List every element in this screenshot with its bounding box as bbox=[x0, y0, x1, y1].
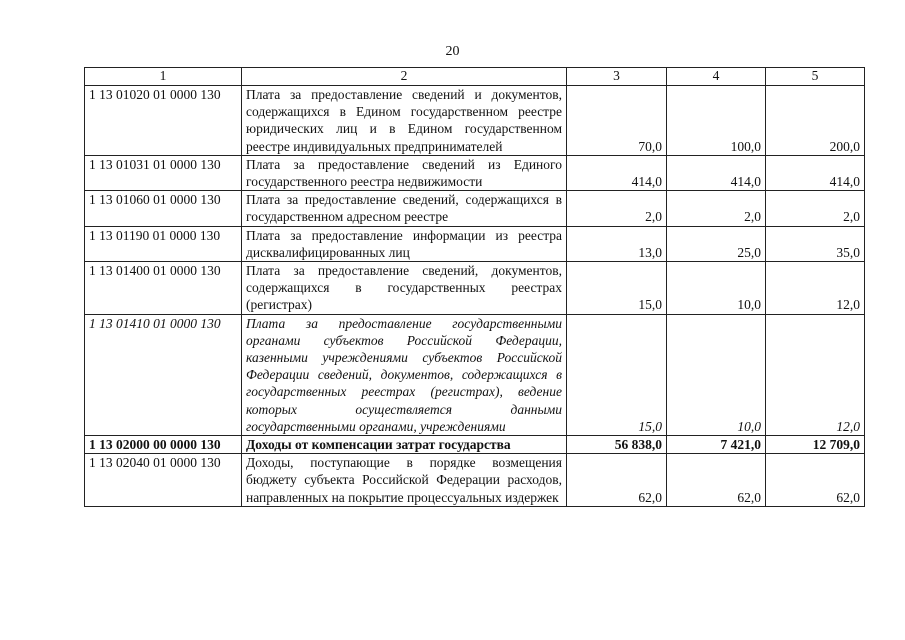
row-code: 1 13 01190 01 0000 130 bbox=[85, 226, 242, 261]
row-value-col5: 35,0 bbox=[766, 226, 865, 261]
row-value-col4: 62,0 bbox=[667, 454, 766, 507]
row-value-col3: 62,0 bbox=[567, 454, 667, 507]
row-value-col4: 7 421,0 bbox=[667, 436, 766, 454]
table-row bbox=[85, 454, 865, 507]
row-value-col3: 13,0 bbox=[567, 226, 667, 261]
row-value-col4: 10,0 bbox=[667, 314, 766, 435]
table-row bbox=[85, 155, 865, 190]
row-code: 1 13 01060 01 0000 130 bbox=[85, 191, 242, 226]
row-description: Плата за предоставление сведений и документов, содержащихся в Едином государственном реестре юридических лиц и в Едином государственном реестре индивидуальных предпринимателей bbox=[242, 86, 567, 156]
row-value-col5: 62,0 bbox=[766, 454, 865, 507]
row-value-col5: 12,0 bbox=[766, 314, 865, 435]
row-value-col3: 56 838,0 bbox=[567, 436, 667, 454]
row-value-col4: 10,0 bbox=[667, 262, 766, 315]
table-row bbox=[85, 86, 865, 156]
row-description: Плата за предоставление сведений из Единого государственного реестра недвижимости bbox=[242, 155, 567, 190]
header-cell-2: 2 bbox=[242, 68, 567, 86]
row-code: 1 13 01410 01 0000 130 bbox=[85, 314, 242, 435]
header-cell-4: 4 bbox=[667, 68, 766, 86]
row-value-col4: 2,0 bbox=[667, 191, 766, 226]
revenue-table bbox=[84, 67, 865, 507]
row-value-col5: 12,0 bbox=[766, 262, 865, 315]
row-description: Доходы от компенсации затрат государства bbox=[242, 436, 567, 454]
row-value-col5: 2,0 bbox=[766, 191, 865, 226]
row-description: Плата за предоставление государственными органами субъектов Российской Федерации, казенными учреждениями субъектов Российской Федерации сведений, документов, содержащихся в государственных реестрах (регистрах), ведение которых осуществляется данными государственными органами, учреждениями bbox=[242, 314, 567, 435]
row-value-col3: 15,0 bbox=[567, 314, 667, 435]
table-row bbox=[85, 314, 865, 435]
row-code: 1 13 01400 01 0000 130 bbox=[85, 262, 242, 315]
row-code: 1 13 01031 01 0000 130 bbox=[85, 155, 242, 190]
row-value-col5: 200,0 bbox=[766, 86, 865, 156]
row-code: 1 13 02000 00 0000 130 bbox=[85, 436, 242, 454]
row-value-col5: 12 709,0 bbox=[766, 436, 865, 454]
row-value-col5: 414,0 bbox=[766, 155, 865, 190]
row-value-col3: 70,0 bbox=[567, 86, 667, 156]
row-code: 1 13 01020 01 0000 130 bbox=[85, 86, 242, 156]
row-value-col3: 2,0 bbox=[567, 191, 667, 226]
table-row bbox=[85, 226, 865, 261]
row-description: Плата за предоставление информации из реестра дисквалифицированных лиц bbox=[242, 226, 567, 261]
table-row bbox=[85, 191, 865, 226]
row-value-col4: 25,0 bbox=[667, 226, 766, 261]
table-header-row bbox=[85, 68, 865, 86]
row-code: 1 13 02040 01 0000 130 bbox=[85, 454, 242, 507]
row-description: Плата за предоставление сведений, содержащихся в государственном адресном реестре bbox=[242, 191, 567, 226]
header-cell-5: 5 bbox=[766, 68, 865, 86]
row-description: Плата за предоставление сведений, документов, содержащихся в государственных реестрах (регистрах) bbox=[242, 262, 567, 315]
row-value-col3: 15,0 bbox=[567, 262, 667, 315]
table-row bbox=[85, 262, 865, 315]
page-number: 20 bbox=[445, 44, 460, 59]
row-value-col4: 414,0 bbox=[667, 155, 766, 190]
row-value-col4: 100,0 bbox=[667, 86, 766, 156]
table-row-total bbox=[85, 436, 865, 454]
row-description: Доходы, поступающие в порядке возмещения бюджету субъекта Российской Федерации расходов, направленных на покрытие процессуальных издержек bbox=[242, 454, 567, 507]
header-cell-1: 1 bbox=[85, 68, 242, 86]
row-value-col3: 414,0 bbox=[567, 155, 667, 190]
header-cell-3: 3 bbox=[567, 68, 667, 86]
